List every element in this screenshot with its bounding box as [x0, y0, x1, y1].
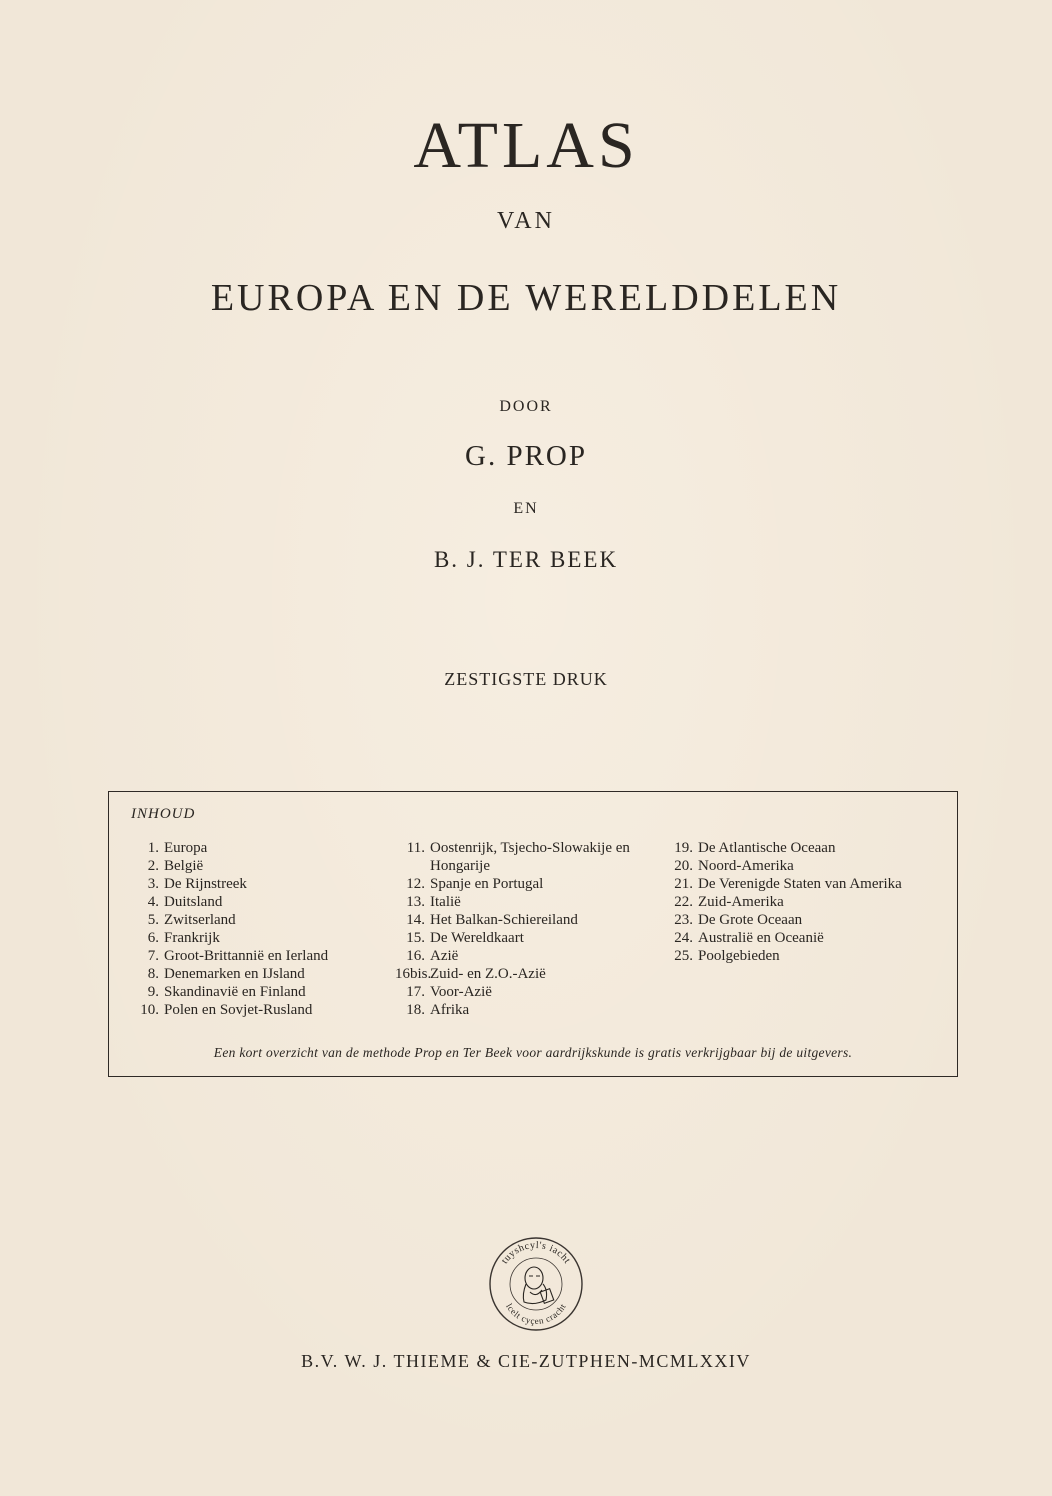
toc-item: 6. Frankrijk [147, 930, 220, 946]
toc-item: 21. De Verenigde Staten van Amerika [674, 876, 902, 892]
toc-item: 7. Groot-Brittannië en Ierland [147, 948, 329, 964]
toc-item: 5. Zwitserland [147, 912, 236, 928]
and-label: EN [513, 500, 539, 517]
toc-item: 24. Australië en Oceanië [674, 930, 824, 946]
publisher-seal-icon [486, 1232, 586, 1332]
toc-item: 10. Polen en Sovjet-Rusland [140, 1002, 313, 1018]
toc-item: 4. Duitsland [147, 894, 223, 910]
toc-item: 25. Poolgebieden [674, 948, 780, 964]
toc-item: 19. De Atlantische Oceaan [674, 840, 836, 856]
toc-item: 1. Europa [147, 840, 208, 856]
table-of-contents [108, 791, 958, 1077]
edition-label: ZESTIGSTE DRUK [444, 669, 608, 689]
book-subtitle: EUROPA EN DE WERELDDELEN [210, 277, 842, 319]
toc-column-3 [665, 839, 935, 965]
book-title: ATLAS [413, 109, 639, 182]
toc-item: 16. Azië [406, 948, 459, 964]
toc-item: 9. Skandinavië en Finland [147, 984, 306, 1000]
toc-item: 20. Noord-Amerika [674, 858, 794, 874]
toc-item: 14. Het Balkan-Schiereiland [406, 912, 578, 928]
toc-item: 15. De Wereldkaart [406, 930, 524, 946]
toc-item: 17. Voor-Azië [406, 984, 492, 1000]
toc-item: 22. Zuid-Amerika [674, 894, 784, 910]
toc-item: 11. Oostenrijk, Tsjecho-Slowakije en Hongarije [406, 840, 630, 874]
svg-text:lcelt cyçen cracht: lcelt cyçen cracht [504, 1301, 568, 1327]
toc-item: 2. België [147, 858, 204, 874]
toc-column-2 [395, 839, 650, 1019]
toc-footer-note: Een kort overzicht van de methode Prop en Ter Beek voor aardrijkskunde is gratis verkrijgbaar bij de uitgevers. [213, 1045, 853, 1060]
author-2: B. J. TER BEEK [433, 547, 619, 572]
by-label: DOOR [499, 398, 553, 415]
title-connector: VAN [497, 208, 555, 234]
toc-column-1 [131, 839, 381, 1019]
toc-item: 16bis. Zuid- en Z.O.-Azië [395, 966, 546, 982]
toc-item: 8. Denemarken en IJsland [147, 966, 305, 982]
toc-heading: INHOUD [131, 806, 196, 822]
svg-text:tuyshcyl's iacht: tuyshcyl's iacht [499, 1239, 573, 1267]
publisher-imprint: B.V. W. J. THIEME & CIE-ZUTPHEN-MCMLXXIV [301, 1351, 751, 1371]
toc-item: 13. Italië [406, 894, 461, 910]
toc-item: 18. Afrika [406, 1002, 470, 1018]
toc-item: 3. De Rijnstreek [147, 876, 247, 892]
toc-item: 23. De Grote Oceaan [674, 912, 803, 928]
author-1: G. PROP [465, 440, 587, 472]
toc-item: 12. Spanje en Portugal [406, 876, 544, 892]
